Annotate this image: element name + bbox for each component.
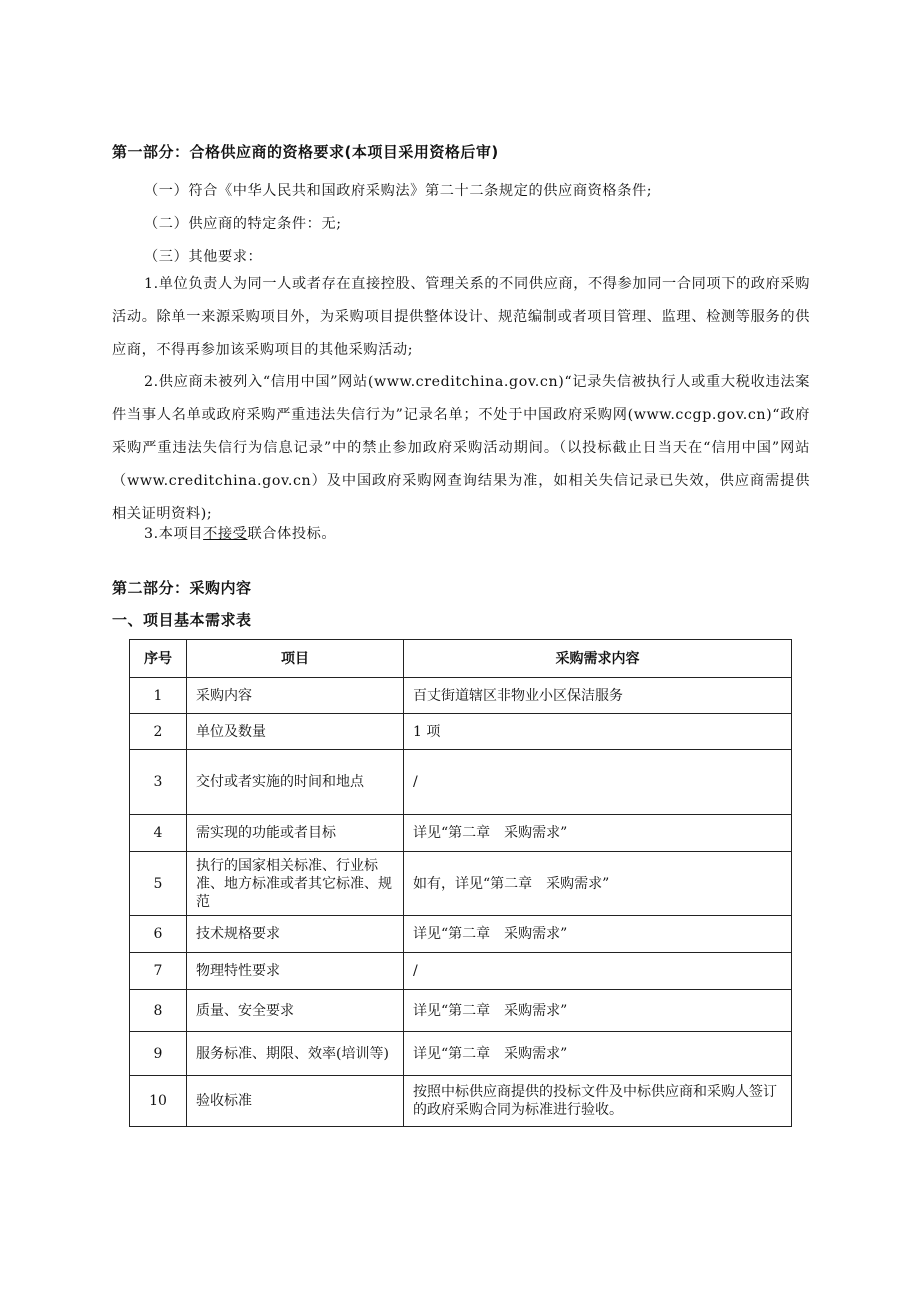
row-content: 如有，详见“第二章 采购需求” [404, 852, 792, 916]
table-header-row [130, 640, 792, 678]
other-requirement-1: 1.单位负责人为同一人或者存在直接控股、管理关系的不同供应商，不得参加同一合同项下的政府采购活动。除单一来源采购项目外，为采购项目提供整体设计、规范编制或者项目管理、监理、检测等服务的供应商，不得再参加该采购项目的其他采购活动; [112, 276, 810, 358]
row-content: 详见“第二章 采购需求” [404, 916, 792, 953]
row-index: 2 [130, 714, 187, 750]
other-requirement-3 [112, 518, 810, 551]
other-requirement-2: 2.供应商未被列入“信用中国”网站(www.creditchina.gov.cn)“记录失信被执行人或重大税收违法案件当事人名单或政府采购严重违法失信行为”记录名单；不处于中国政府采购网(www.ccgp.gov.cn)“政府采购严重违法失信行为信息记录”中的禁止参加政府采购活动期间。（以投标截止日当天在“信用中国”网站（www.creditchina.gov.cn）及中国政府采购网查询结果为准，如相关失信记录已失效，供应商需提供相关证明资料); [112, 374, 810, 522]
row-index: 6 [130, 916, 187, 953]
row-item: 技术规格要求 [187, 916, 404, 953]
row-item: 服务标准、期限、效率(培训等) [187, 1032, 404, 1076]
req3-suffix: 联合体投标。 [247, 526, 337, 542]
row-content: 1 项 [404, 714, 792, 750]
row-index: 9 [130, 1032, 187, 1076]
table-row [130, 1032, 792, 1076]
row-item: 执行的国家相关标准、行业标准、地方标准或者其它标准、规范 [187, 852, 404, 916]
row-index: 7 [130, 953, 187, 990]
row-index: 1 [130, 678, 187, 714]
row-item: 质量、安全要求 [187, 990, 404, 1032]
row-item: 采购内容 [187, 678, 404, 714]
table-row [130, 953, 792, 990]
table-row [130, 990, 792, 1032]
requirements-table [129, 639, 792, 1127]
row-content: 详见“第二章 采购需求” [404, 1032, 792, 1076]
qualification-item-2: （二）供应商的特定条件：无; [144, 216, 342, 232]
header-index: 序号 [130, 640, 187, 678]
table-row [130, 916, 792, 953]
row-item: 交付或者实施的时间和地点 [187, 750, 404, 815]
table-row [130, 678, 792, 714]
row-content: 百丈街道辖区非物业小区保洁服务 [404, 678, 792, 714]
header-content: 采购需求内容 [404, 640, 792, 678]
row-content: 按照中标供应商提供的投标文件及中标供应商和采购人签订的政府采购合同为标准进行验收。 [404, 1076, 792, 1127]
table-row [130, 1076, 792, 1127]
header-item: 项目 [187, 640, 404, 678]
req3-emphasis: 不接受 [203, 526, 248, 542]
row-item: 验收标准 [187, 1076, 404, 1127]
row-index: 3 [130, 750, 187, 815]
row-content: / [404, 953, 792, 990]
requirements-table-title: 一、项目基本需求表 [112, 611, 252, 629]
table-row [130, 714, 792, 750]
qualification-item-3: （三）其他要求： [144, 249, 263, 265]
row-content: 详见“第二章 采购需求” [404, 815, 792, 852]
table-row [130, 852, 792, 916]
table-row [130, 815, 792, 852]
row-content: 详见“第二章 采购需求” [404, 990, 792, 1032]
row-index: 5 [130, 852, 187, 916]
row-item: 需实现的功能或者目标 [187, 815, 404, 852]
row-index: 4 [130, 815, 187, 852]
req3-prefix: 3.本项目 [144, 526, 204, 542]
row-item: 物理特性要求 [187, 953, 404, 990]
row-index: 8 [130, 990, 187, 1032]
table-row [130, 750, 792, 815]
row-item: 单位及数量 [187, 714, 404, 750]
part1-title: 第一部分：合格供应商的资格要求(本项目采用资格后审) [112, 143, 499, 161]
part2-title: 第二部分：采购内容 [112, 579, 252, 597]
row-index: 10 [130, 1076, 187, 1127]
qualification-item-1: （一）符合《中华人民共和国政府采购法》第二十二条规定的供应商资格条件; [144, 183, 653, 199]
row-content: / [404, 750, 792, 815]
